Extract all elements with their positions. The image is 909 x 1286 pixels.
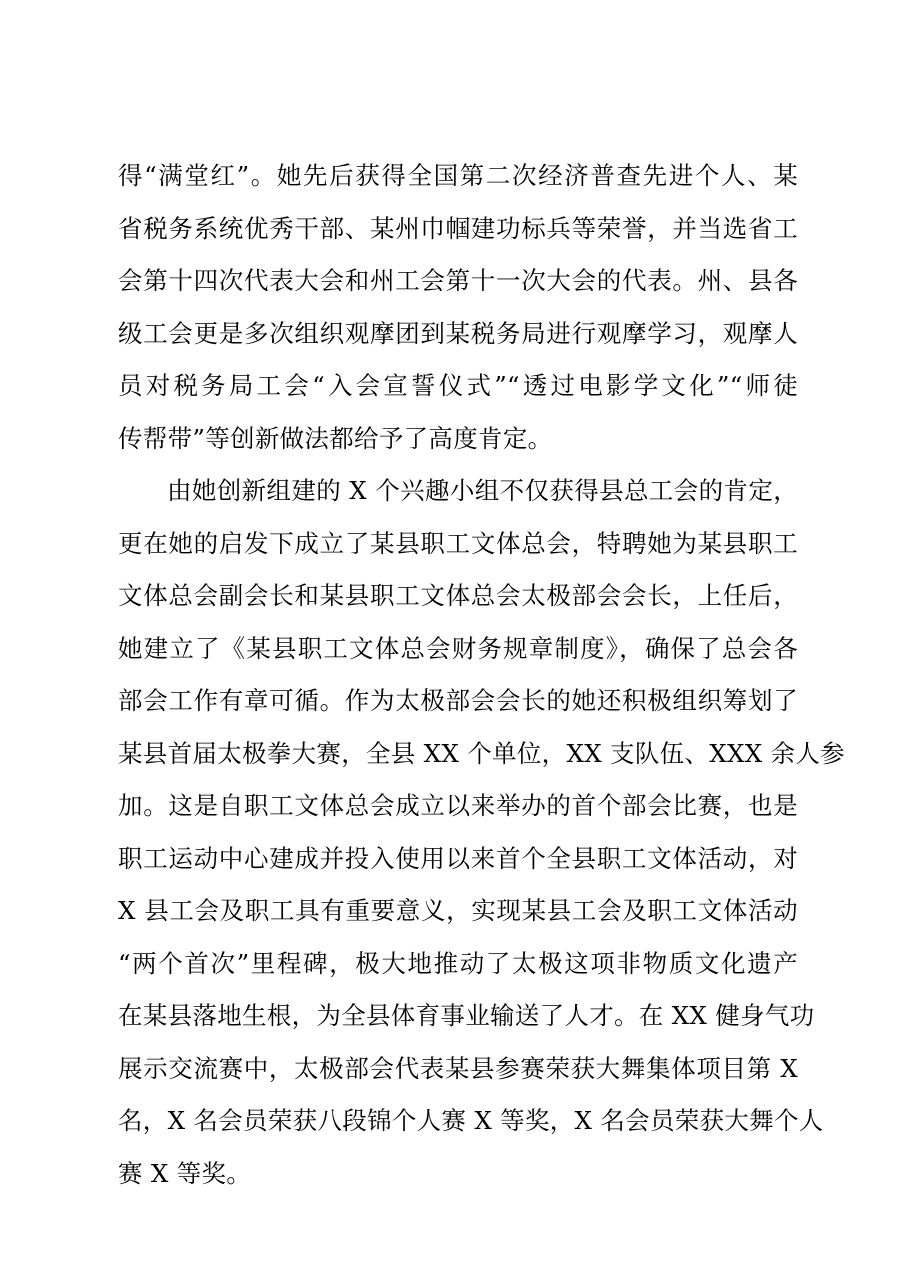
text-line: 展示交流赛中，太极部会代表某县参赛荣获大舞集体项目第 X [118, 1053, 798, 1083]
paragraph-2 [118, 465, 845, 1200]
text-line: 加。这是自职工文体总会成立以来举办的首个部会比赛，也是 [118, 791, 798, 820]
text-line: 得“满堂红”。她先后获得全国第二次经济普查先进个人、某 [118, 161, 798, 190]
text-line: 赛 X 等奖。 [118, 1158, 252, 1188]
paragraph-1 [118, 150, 798, 465]
text-line: 部会工作有章可循。作为太极部会会长的她还积极组织筹划了 [118, 686, 798, 715]
body-text [118, 150, 845, 1200]
text-line: 传帮带”等创新做法都给予了高度肯定。 [118, 423, 553, 453]
text-line: “两个首次”里程碑，极大地推动了太极这项非物质文化遗产 [118, 948, 798, 978]
text-line: 文体总会副会长和某县职工文体总会太极部会会长，上任后， [118, 581, 798, 610]
text-line: 某县首届太极拳大赛，全县 XX 个单位，XX 支队伍、XXX 余人参 [118, 738, 845, 768]
text-line: 员对税务局工会“入会宣誓仪式”“透过电影学文化”“师徒 [118, 371, 798, 400]
text-line: 级工会更是多次组织观摩团到某税务局进行观摩学习，观摩人 [118, 318, 798, 348]
text-line: 她建立了《某县职工文体总会财务规章制度》，确保了总会各 [118, 633, 798, 663]
text-line: 会第十四次代表大会和州工会第十一次大会的代表。州、县各 [118, 266, 798, 295]
text-line: X 县工会及职工具有重要意义，实现某县工会及职工文体活动 [118, 896, 798, 925]
text-line: 省税务系统优秀干部、某州巾帼建功标兵等荣誉，并当选省工 [118, 213, 798, 243]
text-line: 在某县落地生根，为全县体育事业输送了人才。在 XX 健身气功 [118, 1001, 815, 1030]
text-line: 由她创新组建的 X 个兴趣小组不仅获得县总工会的肯定， [167, 476, 798, 505]
text-line: 名，X 名会员荣获八段锦个人赛 X 等奖，X 名会员荣获大舞个人 [118, 1106, 824, 1135]
text-line: 职工运动中心建成并投入使用以来首个全县职工文体活动，对 [118, 843, 798, 873]
text-line: 更在她的启发下成立了某县职工文体总会，特聘她为某县职工 [118, 528, 798, 558]
